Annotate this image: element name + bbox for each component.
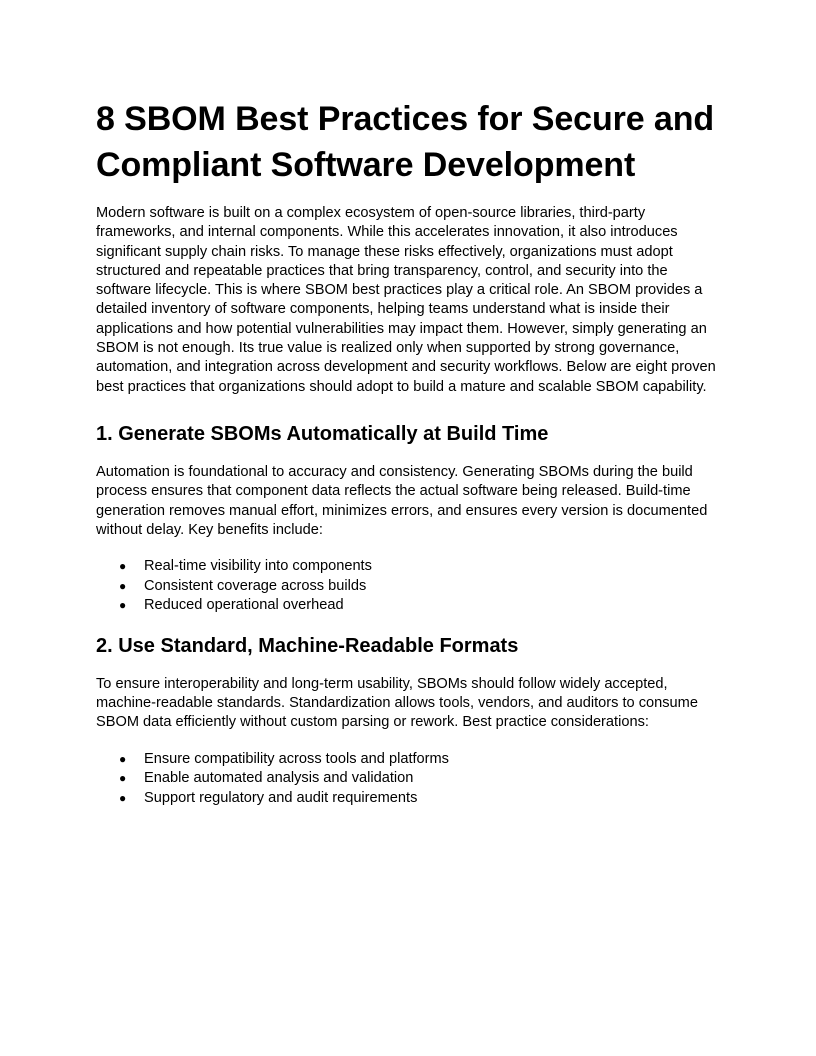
bullet-icon: ●	[119, 559, 127, 574]
list-item	[96, 769, 724, 789]
section-1-paragraph: Automation is foundational to accuracy and consistency. Generating SBOMs during the build process ensures that component data reflects the actual software being released. Build-time generation removes manual effort, minimizes errors, and ensures every version is documented without delay. Key benefits include:	[96, 463, 708, 538]
bullet-icon: ●	[119, 771, 127, 786]
bullet-icon: ●	[119, 598, 127, 613]
list-item-text: Real-time visibility into components	[144, 558, 372, 575]
document-page	[96, 96, 724, 808]
bullet-icon: ●	[119, 790, 127, 805]
list-item-text: Enable automated analysis and validation	[144, 770, 414, 787]
bullet-icon: ●	[119, 578, 127, 593]
list-item	[96, 596, 724, 616]
section-1-heading: 1. Generate SBOMs Automatically at Build Time	[96, 422, 549, 445]
list-item	[96, 789, 724, 809]
section-2-heading: 2. Use Standard, Machine-Readable Formats	[96, 634, 519, 657]
bullet-icon: ●	[119, 751, 127, 766]
list-item-text: Support regulatory and audit requirements	[144, 789, 418, 806]
section-2-paragraph: To ensure interoperability and long-term usability, SBOMs should follow widely accepted, machine-readable standards. Standardization allows tools, vendors, and auditors to consume SBOM data efficiently without custom parsing or rework. Best practice considerations:	[96, 675, 698, 731]
list-item	[96, 750, 724, 770]
list-item-text: Ensure compatibility across tools and platforms	[144, 750, 449, 767]
list-item	[96, 557, 724, 577]
section-2-bullet-list	[96, 750, 724, 809]
intro-paragraph: Modern software is built on a complex ecosystem of open-source libraries, third-party frameworks, and internal components. While this accelerates innovation, it also introduces significant supply chain risks. To manage these risks effectively, organizations must adopt structured and repeatable practices that bring transparency, control, and security into the software lifecycle. This is where SBOM best practices play a critical role. An SBOM provides a detailed inventory of software components, helping teams understand what is inside their applications and how potential vulnerabilities may impact them. However, simply generating an SBOM is not enough. Its true value is realized only when supported by strong governance, automation, and integration across development and security workflows. Below are eight proven best practices that organizations should adopt to build a mature and scalable SBOM capability.	[96, 205, 716, 395]
list-item-text: Reduced operational overhead	[144, 597, 344, 614]
document-title: 8 SBOM Best Practices for Secure and Compliant Software Development	[96, 100, 715, 184]
list-item	[96, 577, 724, 597]
list-item-text: Consistent coverage across builds	[144, 577, 367, 594]
section-1-bullet-list	[96, 557, 724, 616]
